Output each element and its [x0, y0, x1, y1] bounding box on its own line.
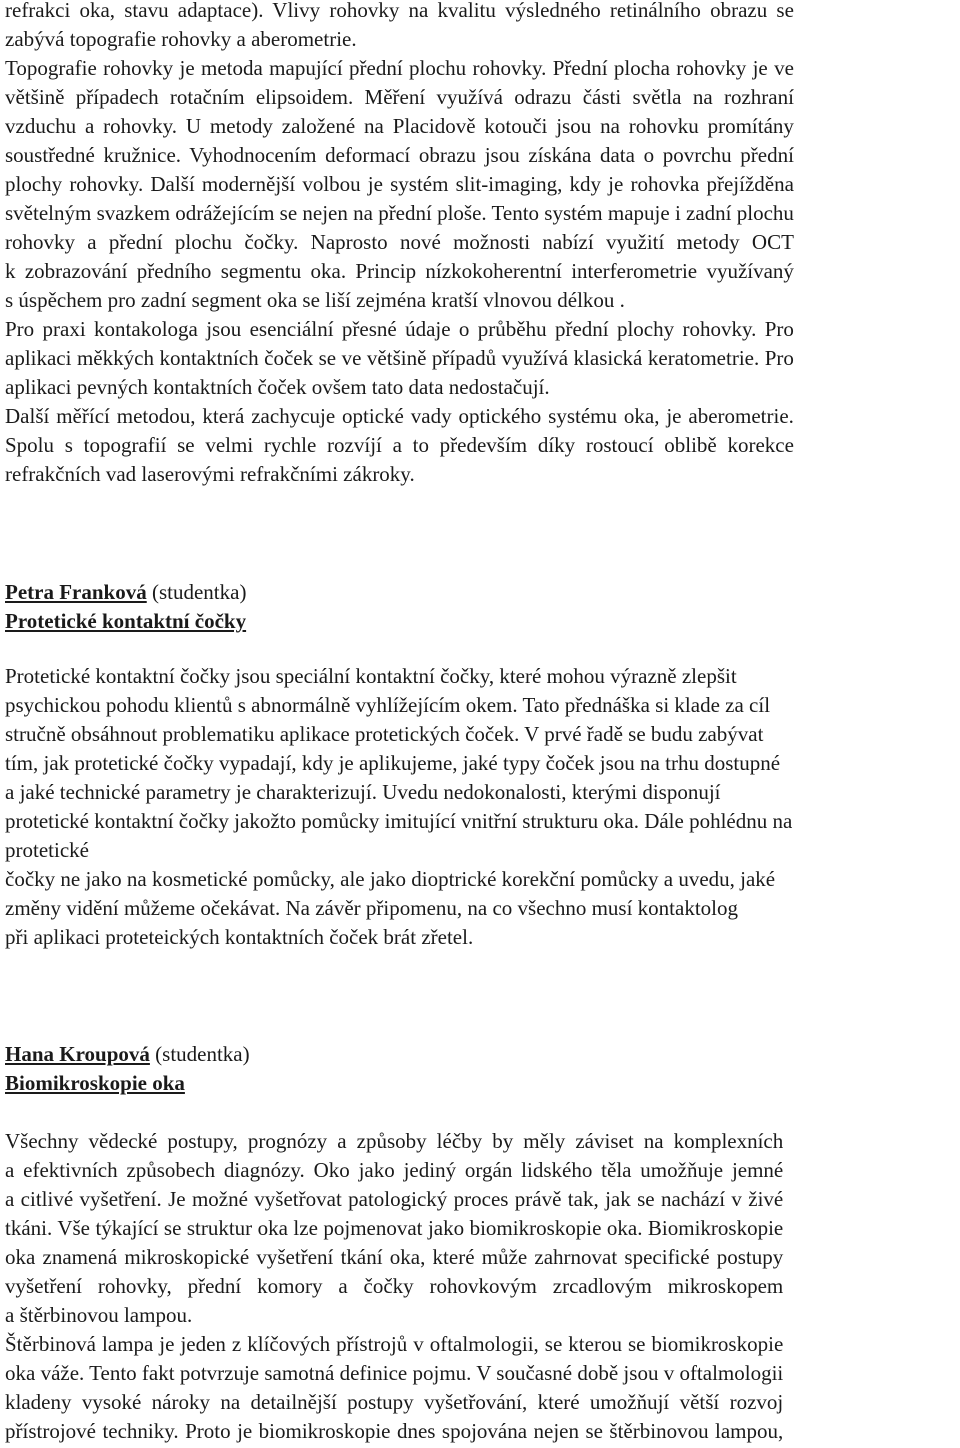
text-line: protetické	[5, 838, 89, 862]
section-header	[5, 1040, 250, 1098]
text-line: stručně obsáhnout problematiku aplikace protetických čoček. V prvé řadě se budu zabývat	[5, 722, 764, 746]
section-title: Biomikroskopie oka	[5, 1071, 185, 1095]
text-line: protetické kontaktní čočky jakožto pomůcky imitující vnitřní strukturu oka. Dále pohlédnu na	[5, 809, 793, 833]
author-line	[5, 578, 246, 607]
text-line: rohovky a přední plochu čočky. Naprosto nové možnosti nabízí využití metody OCT	[5, 230, 794, 254]
text-line: Protetické kontaktní čočky jsou speciální kontaktní čočky, které mohou výrazně zlepšit	[5, 664, 737, 688]
text-line: Štěrbinová lampa je jeden z klíčových přístrojů v oftalmologii, se kterou se biomikroskopie	[5, 1332, 784, 1356]
text-line: přístrojové techniky. Proto je biomikroskopie dnes spojována nejen se štěrbinovou lampou,	[5, 1419, 784, 1443]
text-line: tím, jak protetické čočky vypadají, kdy je aplikujeme, jaké typy čoček jsou na trhu dostupné	[5, 751, 781, 775]
text-line: soustředné kružnice. Vyhodnocením deformací obrazu jsou získána data o povrchu přední	[5, 143, 794, 167]
text-line: změny vidění můžeme očekávat. Na závěr připomenu, na co všechno musí kontaktolog	[5, 896, 739, 920]
text-line: Topografie rohovky je metoda mapující přední plochu rohovky. Přední plocha rohovky je ve	[5, 56, 794, 80]
text-line: oka znamená mikroskopické vyšetření tkání oka, které může zahrnovat specifické postupy	[5, 1245, 784, 1269]
author-name: Petra Franková	[5, 580, 147, 604]
text-line: oka váže. Tento fakt potvrzuje samotná definice pojmu. V současné době jsou v oftalmologii	[5, 1361, 784, 1385]
section-header	[5, 578, 246, 636]
text-line: psychickou pohodu klientů s abnormálně vyhlížejícím okem. Tato přednáška si klade za cíl	[5, 693, 771, 717]
author-name: Hana Kroupová	[5, 1042, 150, 1066]
author-role: (studentka)	[151, 580, 247, 604]
text-line: při aplikaci proteteických kontaktních čoček brát zřetel.	[5, 925, 474, 949]
text-line: a štěrbinovou lampou.	[5, 1303, 193, 1327]
text-line: refrakčních vad laserovými refrakčními zákroky.	[5, 462, 415, 486]
text-line: čočky ne jako na kosmetické pomůcky, ale jako dioptrické korekční pomůcky a uvedu, jaké	[5, 867, 776, 891]
text-line: světelným svazkem odrážejícím se nejen na přední ploše. Tento systém mapuje i zadní plochu	[5, 201, 794, 225]
section-title: Protetické kontaktní čočky	[5, 609, 247, 633]
text-line: aplikaci pevných kontaktních čoček ovšem tato data nedostačují.	[5, 375, 550, 399]
text-line: Všechny vědecké postupy, prognózy a způsoby léčby by měly záviset na komplexních	[5, 1129, 784, 1153]
text-line: plochy rohovky. Další modernější volbou je systém slit-imaging, kdy je rohovka přejížděna	[5, 172, 794, 196]
text-line: refrakci oka, stavu adaptace). Vlivy rohovky na kvalitu výsledného retinálního obrazu se	[5, 0, 794, 22]
text-line: Další měřící metodou, která zachycuje optické vady optického systému oka, je aberometrie.	[5, 404, 794, 428]
text-line: vyšetření rohovky, přední komory a čočky rohovkovým zrcadlovým mikroskopem	[5, 1274, 784, 1298]
author-line	[5, 1040, 250, 1069]
text-line: s úspěchem pro zadní segment oka se liší zejména kratší vlnovou délkou .	[5, 288, 625, 312]
text-line: k zobrazování předního segmentu oka. Princip nízkokoherentní interferometrie využívaný	[5, 259, 794, 283]
text-line: aplikaci měkkých kontaktních čoček se ve většině případů využívá klasická keratometrie. Pro	[5, 346, 794, 370]
text-line: a efektivních způsobech diagnózy. Oko jako jediný orgán lidského těla umožňuje jemné	[5, 1158, 784, 1182]
text-line: tkáni. Vše týkající se struktur oka lze pojmenovat jako biomikroskopie oka. Biomikroskopie	[5, 1216, 784, 1240]
text-line: většině případech rotačním elipsoidem. Měření využívá odrazu části světla na rozhraní	[5, 85, 794, 109]
author-role: (studentka)	[155, 1042, 250, 1066]
text-line: zabývá topografie rohovky a aberometrie.	[5, 27, 357, 51]
text-line: a jaké technické parametry je charakterizují. Uvedu nedokonalosti, kterými disponují	[5, 780, 721, 804]
section-body	[5, 1127, 783, 1446]
text-line: kladeny vysoké nároky na detailnější postupy vyšetřování, které umožňují větší rozvoj	[5, 1390, 784, 1414]
text-line: vzduchu a rohovky. U metody založené na Placidově kotouči jsou na rohovku promítány	[5, 114, 794, 138]
text-line: a citlivé vyšetření. Je možné vyšetřovat patologický proces právě tak, jak se nachází v živé	[5, 1187, 784, 1211]
intro-paragraphs	[5, 0, 794, 489]
text-line: Spolu s topografií se velmi rychle rozvíjí a to především díky rostoucí oblibě korekce	[5, 433, 794, 457]
section-body	[5, 662, 792, 952]
text-line: Pro praxi kontakologa jsou esenciální přesné údaje o průběhu přední plochy rohovky. Pro	[5, 317, 794, 341]
